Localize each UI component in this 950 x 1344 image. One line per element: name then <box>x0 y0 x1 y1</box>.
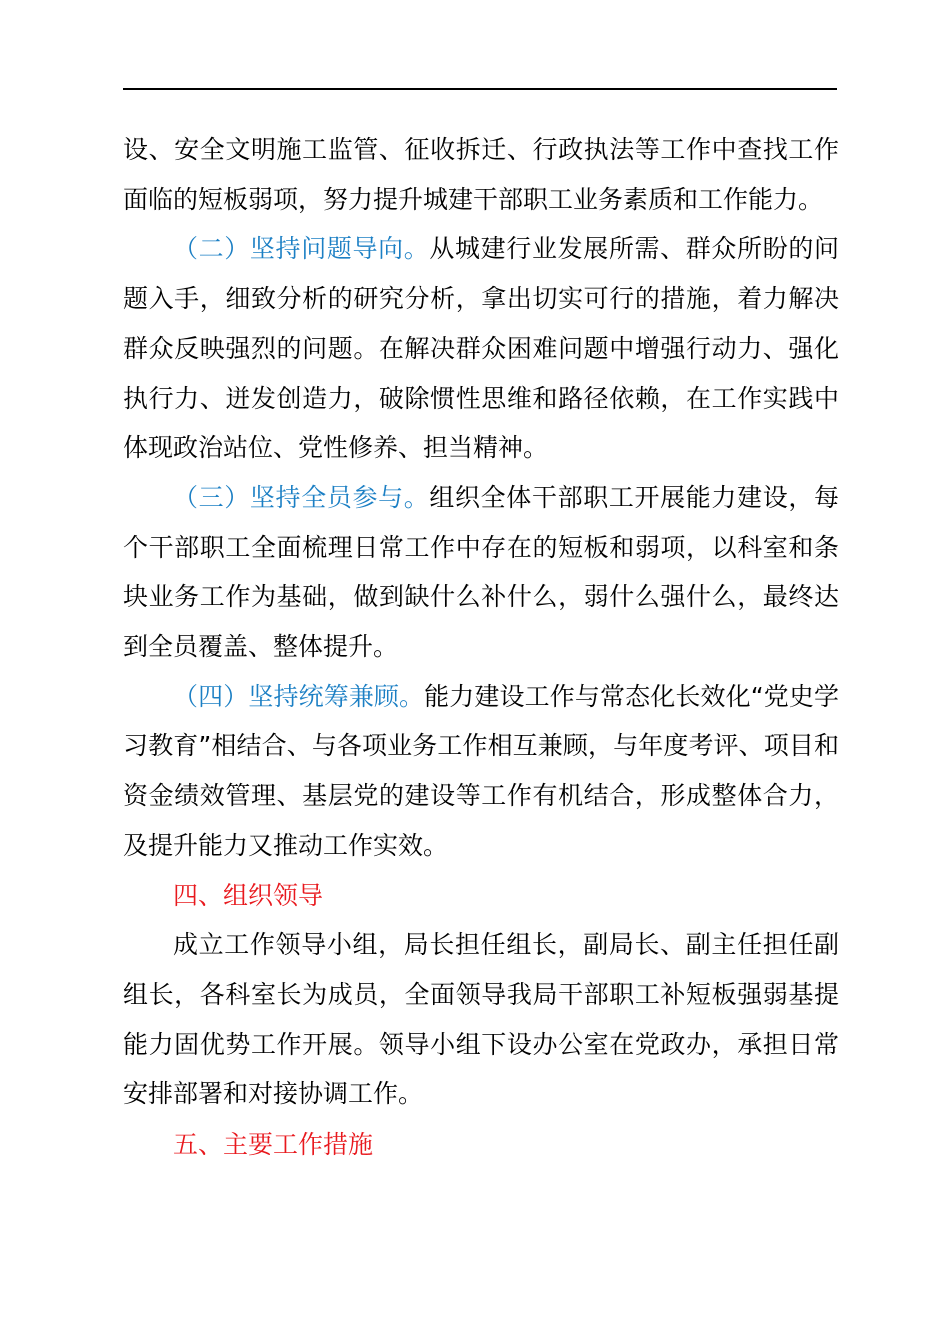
paragraph-text: 组织全体干部职工开展能力建设，每个干部职工全面梳理日常工作中存在的短板和弱项，以科室和条块业务工作为基础，做到缺什么补什么，弱什么强什么，最终达到全员覆盖、整体提升。 <box>123 482 839 662</box>
paragraph-text: 能力建设工作与常态化长效化“党史学习教育”相结合、与各项业务工作相互兼顾，与年度考评、项目和资金绩效管理、基层党的建设等工作有机结合，形成整体合力，及提升能力又推动工作实效。 <box>123 681 839 860</box>
paragraph-overall-planning <box>123 672 839 871</box>
paragraph-problem-oriented <box>123 224 839 473</box>
paragraph-continuation <box>123 125 839 224</box>
paragraph-text: 设、安全文明施工监管、征收拆迁、行政执法等工作中查找工作面临的短板弱项，努力提升城建干部职工业务素质和工作能力。 <box>123 135 839 214</box>
section-heading-organization: 四、组织领导 <box>173 880 324 910</box>
paragraph-text: 从城建行业发展所需、群众所盼的问题入手，细致分析的研究分析，拿出切实可行的措施，着力解决群众反映强烈的问题。在解决群众困难问题中增强行动力、强化执行力、迸发创造力，破除惯性思维和路径依赖，在工作实践中体现政治站位、党性修养、担当精神。 <box>123 234 839 463</box>
paragraph-heading: （三）坚持全员参与。 <box>173 482 430 512</box>
paragraph-full-participation <box>123 473 839 672</box>
section-heading-measures: 五、主要工作措施 <box>173 1130 374 1160</box>
document-body <box>123 125 839 1170</box>
paragraph-heading: （四）坚持统筹兼顾。 <box>173 681 425 711</box>
header-rule <box>123 88 837 90</box>
paragraph-organization <box>123 920 839 1119</box>
paragraph-heading: （二）坚持问题导向。 <box>173 234 430 264</box>
paragraph-text: 成立工作领导小组，局长担任组长，副局长、副主任担任副组长，各科室长为成员，全面领导我局干部职工补短板强弱基提能力固优势工作开展。领导小组下设办公室在党政办，承担日常安排部署和对接协调工作。 <box>123 930 839 1109</box>
